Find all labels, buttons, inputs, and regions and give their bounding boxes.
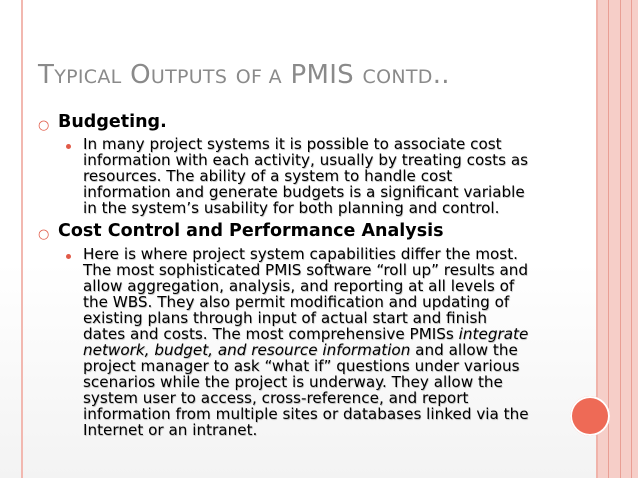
orange-circle-icon bbox=[570, 396, 610, 436]
filled-dot-bullet-icon bbox=[66, 144, 71, 149]
budgeting-body bbox=[83, 136, 588, 216]
section-heading-cost-control: Cost Control and Performance Analysis bbox=[58, 221, 444, 241]
title-part: UTPUTS bbox=[150, 66, 228, 88]
section-heading-budgeting: Budgeting. bbox=[58, 112, 167, 132]
title-part: PMIS bbox=[290, 60, 354, 90]
title-part: YPICAL bbox=[54, 66, 122, 88]
body-line: scenarios while the project is underway. They allow the bbox=[83, 373, 503, 391]
body-line: the WBS. They also permit modification and updating of bbox=[83, 293, 510, 311]
title-part: CONTD bbox=[362, 66, 433, 88]
hollow-circle-bullet-icon: ○ bbox=[38, 227, 50, 242]
body-line bbox=[83, 326, 588, 342]
body-line: allow aggregation, analysis, and reporting at all levels of bbox=[83, 277, 515, 295]
title-part: .. bbox=[432, 60, 450, 90]
body-line: Internet or an intranet. bbox=[83, 421, 258, 439]
title-part: O bbox=[130, 60, 151, 90]
left-rule bbox=[21, 0, 23, 478]
body-italic-text: integrate bbox=[458, 325, 529, 343]
body-line bbox=[83, 342, 588, 358]
body-line: Here is where project system capabilities differ the most. bbox=[83, 245, 518, 263]
band-stripe bbox=[631, 0, 632, 478]
band-stripe bbox=[620, 0, 621, 478]
body-line: project manager to ask “what if” questions under various bbox=[83, 357, 520, 375]
band-stripe bbox=[608, 0, 609, 478]
hollow-circle-bullet-icon: ○ bbox=[38, 118, 50, 133]
filled-dot-bullet-icon bbox=[66, 254, 71, 259]
body-text: and allow the bbox=[410, 341, 518, 359]
body-line: information and generate budgets is a significant variable bbox=[83, 183, 525, 201]
body-line: The most sophisticated PMIS software “roll up” results and bbox=[83, 261, 529, 279]
body-line: existing plans through input of actual start and finish bbox=[83, 309, 488, 327]
title-part: T bbox=[38, 60, 55, 90]
body-italic-text: network, budget, and resource information bbox=[83, 341, 411, 359]
body-line: information with each activity, usually by treating costs as bbox=[83, 151, 529, 169]
title-part: OF A bbox=[235, 66, 282, 88]
slide-title bbox=[38, 60, 578, 90]
cost-control-body bbox=[83, 246, 588, 438]
body-line: system user to access, cross-reference, and report bbox=[83, 389, 469, 407]
body-line: In many project systems it is possible to associate cost bbox=[83, 135, 502, 153]
body-line: in the system’s usability for both planning and control. bbox=[83, 199, 500, 217]
body-line: information from multiple sites or databases linked via the bbox=[83, 405, 529, 423]
body-line: resources. The ability of a system to handle cost bbox=[83, 167, 453, 185]
body-text: dates and costs. The most comprehensive PMISs bbox=[83, 325, 459, 343]
